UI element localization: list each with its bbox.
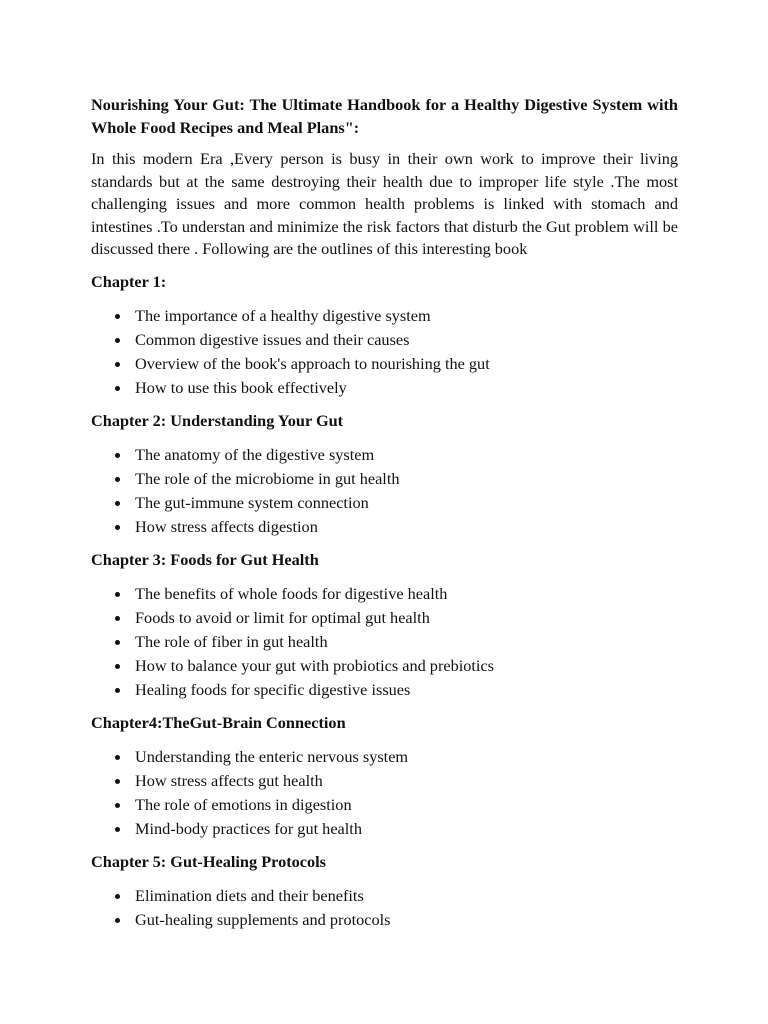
bullet-icon <box>115 640 120 645</box>
list-item-text: The anatomy of the digestive system <box>135 444 375 464</box>
list-item <box>91 769 678 793</box>
bullet-icon <box>115 314 120 319</box>
list-item <box>91 304 678 328</box>
list-item-text: Healing foods for specific digestive issues <box>135 679 411 699</box>
list-item-text: The role of emotions in digestion <box>135 794 352 814</box>
bullet-icon <box>115 453 120 458</box>
bullet-icon <box>115 338 120 343</box>
list-item <box>91 491 678 515</box>
list-item-text: The benefits of whole foods for digestive health <box>135 583 448 603</box>
bullet-icon <box>115 362 120 367</box>
list-item <box>91 884 678 908</box>
chapter-4-list <box>91 745 678 841</box>
list-item-text: Overview of the book's approach to nourishing the gut <box>135 353 490 373</box>
list-item <box>91 817 678 841</box>
bullet-icon <box>115 918 120 923</box>
list-item <box>91 793 678 817</box>
chapter-5-list <box>91 884 678 932</box>
list-item <box>91 654 678 678</box>
chapter-2-heading: Chapter 2: Understanding Your Gut <box>91 410 344 430</box>
intro-paragraph: In this modern Era ,Every person is busy in their own work to improve their living standards but at the same destroying their health due to improper life style .The most challenging issues and more common health problems is linked with stomach and intestines .To understan and minimize the risk factors that disturb the Gut problem will be discussed there . Following are the outlines of this interesting book <box>91 149 678 259</box>
list-item-text: Common digestive issues and their causes <box>135 329 410 349</box>
list-item <box>91 678 678 702</box>
list-item-text: The role of fiber in gut health <box>135 631 328 651</box>
list-item <box>91 582 678 606</box>
list-item-text: How stress affects digestion <box>135 516 318 536</box>
list-item-text: Mind-body practices for gut health <box>135 818 362 838</box>
list-item <box>91 606 678 630</box>
list-item <box>91 376 678 400</box>
list-item <box>91 630 678 654</box>
list-item-text: The role of the microbiome in gut health <box>135 468 400 488</box>
list-item-text: Understanding the enteric nervous system <box>135 746 409 766</box>
list-item-text: How stress affects gut health <box>135 770 323 790</box>
list-item-text: How to balance your gut with probiotics and prebiotics <box>135 655 495 675</box>
chapter-1-heading: Chapter 1: <box>91 271 167 291</box>
bullet-icon <box>115 688 120 693</box>
document-title: Nourishing Your Gut: The Ultimate Handbook for a Healthy Digestive System with Whole Food Recipes and Meal Plans": <box>91 95 678 137</box>
bullet-icon <box>115 386 120 391</box>
bullet-icon <box>115 664 120 669</box>
bullet-icon <box>115 501 120 506</box>
bullet-icon <box>115 616 120 621</box>
bullet-icon <box>115 525 120 530</box>
bullet-icon <box>115 755 120 760</box>
list-item-text: The gut-immune system connection <box>135 492 369 512</box>
list-item-text: Foods to avoid or limit for optimal gut health <box>135 607 430 627</box>
list-item-text: How to use this book effectively <box>135 377 347 397</box>
chapter-1-list <box>91 304 678 400</box>
chapter-2-list <box>91 443 678 539</box>
chapter-3-heading: Chapter 3: Foods for Gut Health <box>91 549 319 569</box>
bullet-icon <box>115 779 120 784</box>
list-item <box>91 443 678 467</box>
list-item-text: Gut-healing supplements and protocols <box>135 909 391 929</box>
bullet-icon <box>115 803 120 808</box>
list-item <box>91 515 678 539</box>
bullet-icon <box>115 894 120 899</box>
list-item-text: Elimination diets and their benefits <box>135 885 364 905</box>
list-item <box>91 745 678 769</box>
bullet-icon <box>115 477 120 482</box>
bullet-icon <box>115 592 120 597</box>
list-item-text: The importance of a healthy digestive system <box>135 305 431 325</box>
list-item <box>91 352 678 376</box>
bullet-icon <box>115 827 120 832</box>
list-item <box>91 467 678 491</box>
list-item <box>91 908 678 932</box>
chapter-3-list <box>91 582 678 702</box>
chapter-5-heading: Chapter 5: Gut-Healing Protocols <box>91 851 327 871</box>
chapter-4-heading: Chapter4:TheGut-Brain Connection <box>91 712 346 732</box>
list-item <box>91 328 678 352</box>
